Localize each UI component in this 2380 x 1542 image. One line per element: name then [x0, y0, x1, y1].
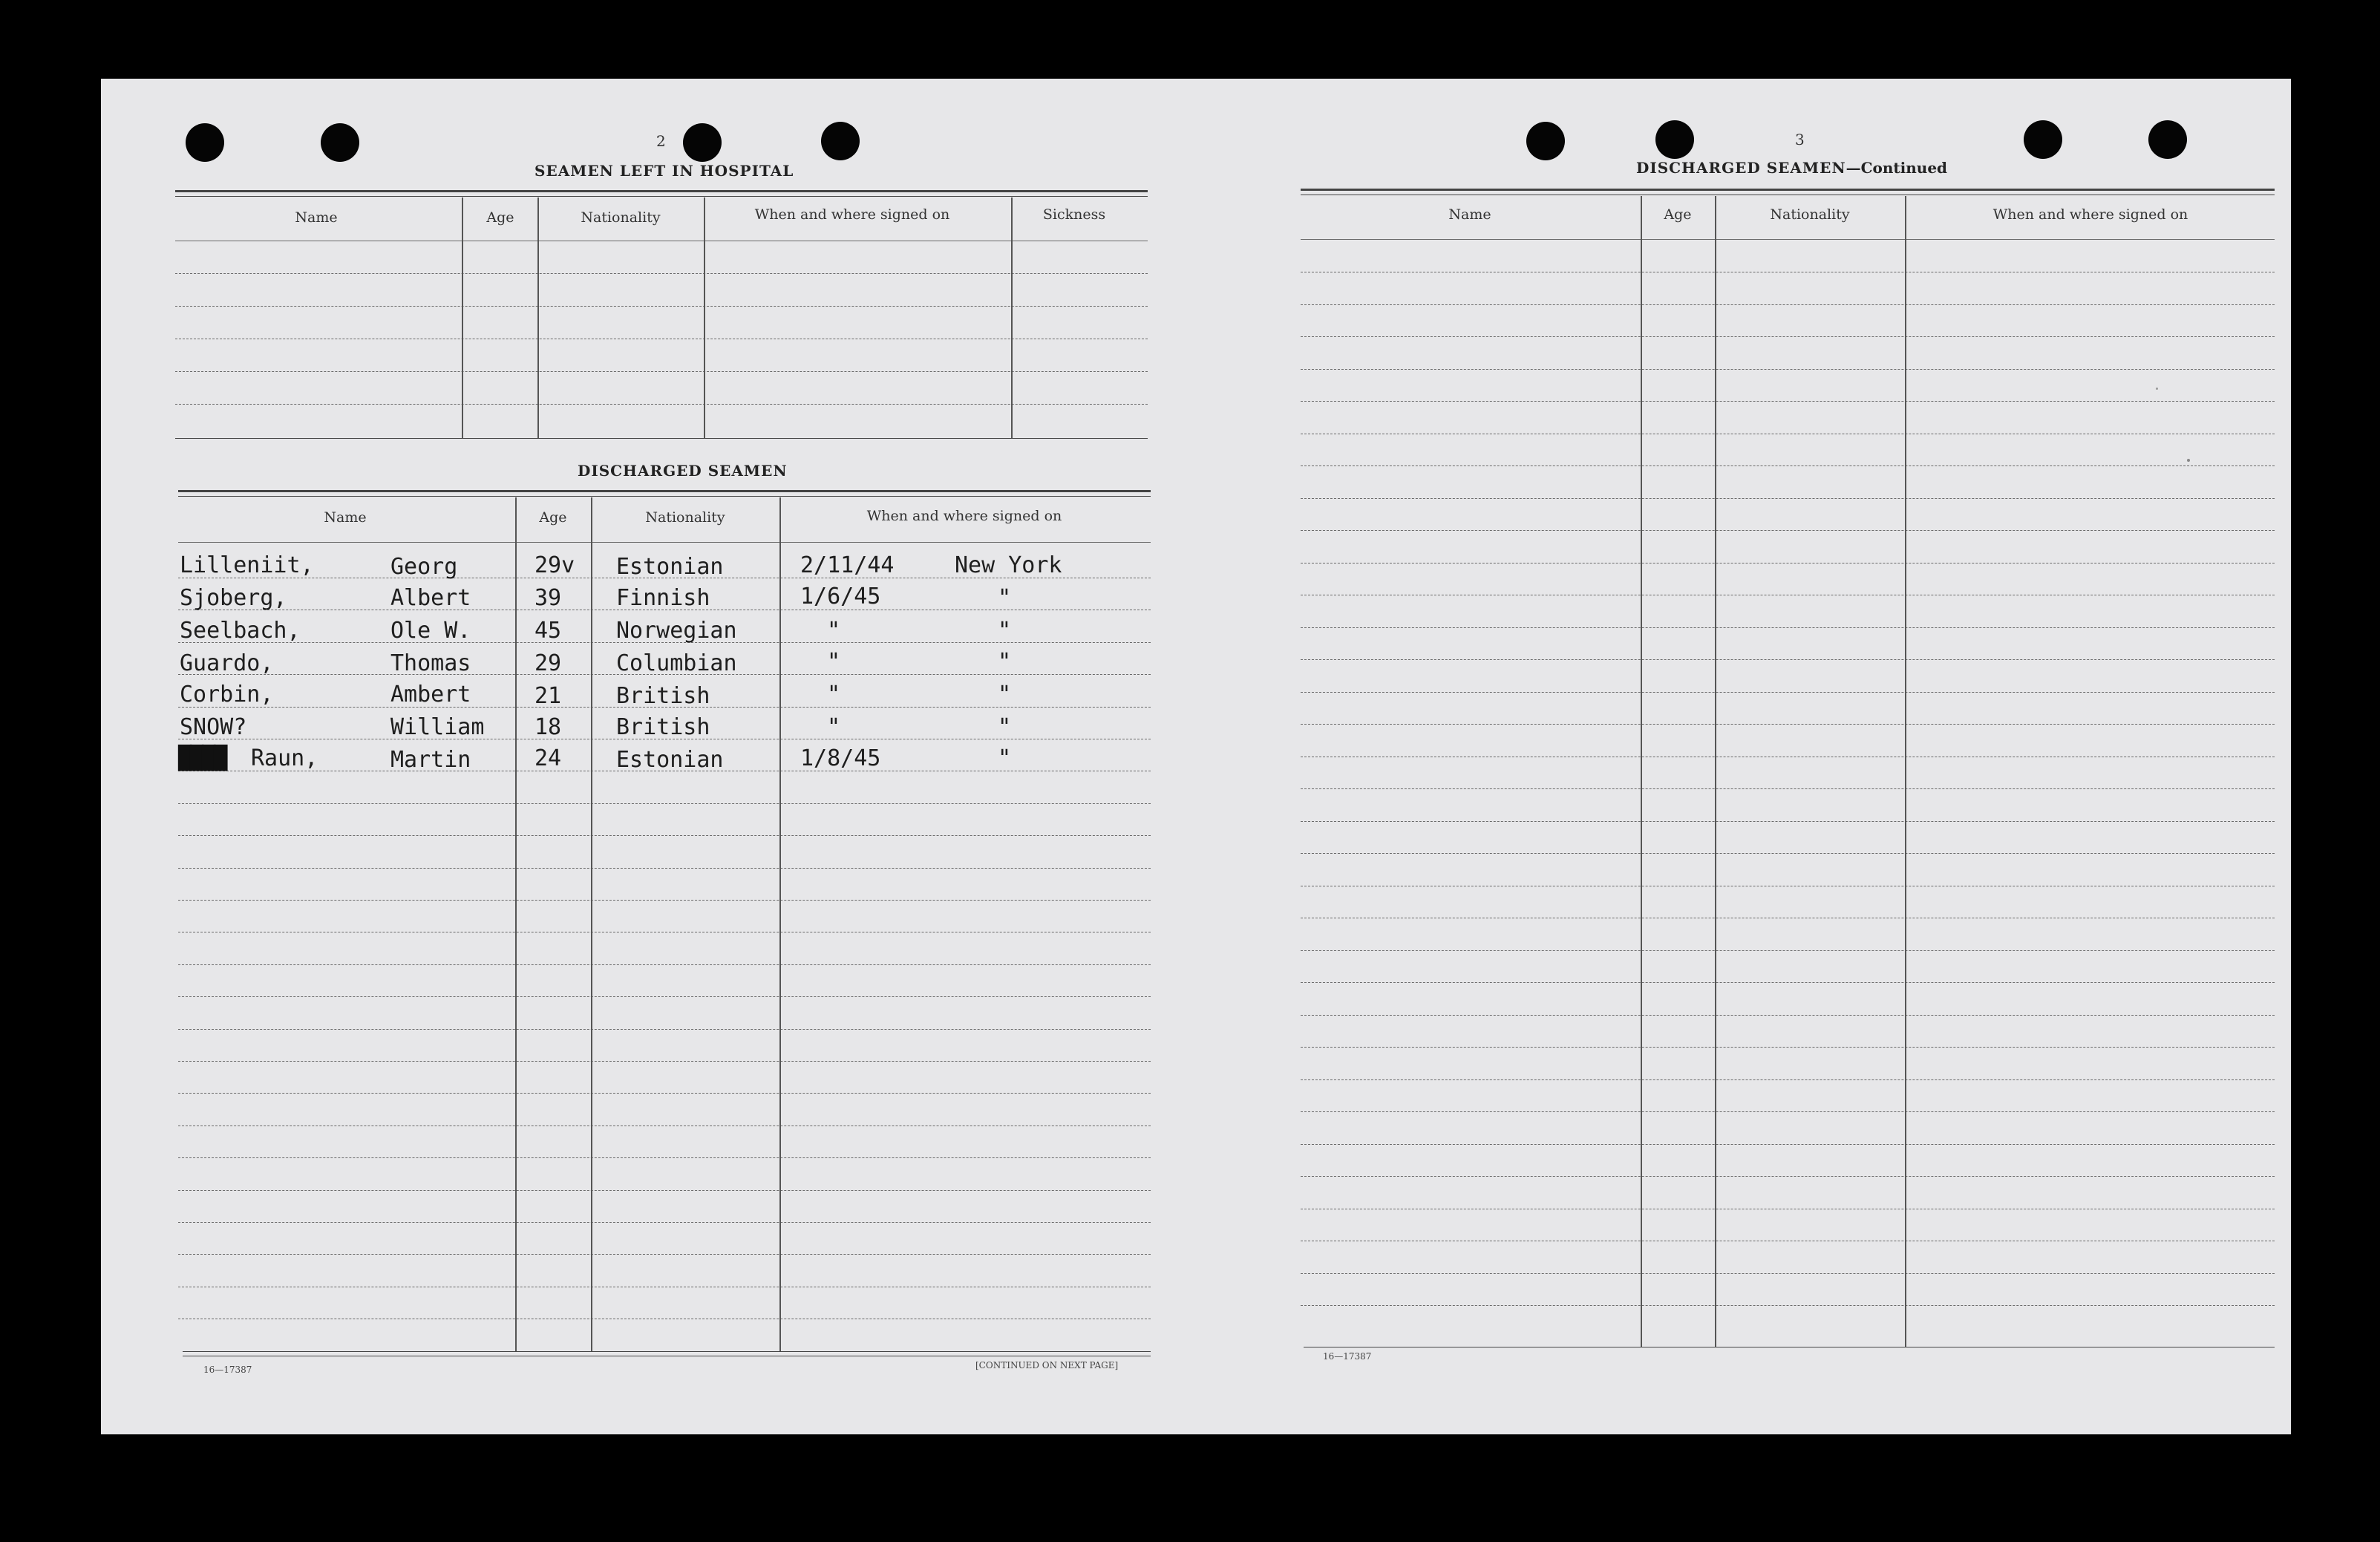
given-name-cell: William [390, 714, 485, 740]
hospital-header-sickness: Sickness [1042, 206, 1106, 223]
ruled-line [1301, 982, 2275, 983]
discharged-col-divider [515, 497, 517, 1351]
age-cell: 45 [534, 618, 562, 644]
ruled-line [1301, 1176, 2275, 1177]
hospital-row-line [175, 306, 1148, 307]
ruled-line [178, 996, 1151, 997]
nationality-cell: Estonian [616, 554, 724, 580]
discharged-top-rule-thin [178, 496, 1151, 497]
hospital-header-name: Name [295, 209, 338, 226]
nationality-cell: Finnish [616, 585, 710, 611]
right-col-divider [1715, 196, 1716, 1347]
given-name-cell: Thomas [390, 650, 471, 676]
discharged-continued-title-main: DISCHARGED SEAMEN [1636, 159, 1846, 177]
signed-on-date-cell: " [827, 618, 841, 644]
discharged-continued-title-suffix: —Continued [1846, 159, 1948, 177]
discharged-header-signed-on: When and where signed on [866, 508, 1062, 524]
signed-on-place-cell: " [998, 682, 1012, 708]
ruled-line [1301, 1144, 2275, 1145]
signed-on-place-cell: " [998, 745, 1012, 771]
age-cell: 24 [534, 745, 562, 771]
ruled-line [1301, 498, 2275, 499]
age-cell: 39 [534, 585, 562, 611]
ruled-line [178, 803, 1151, 804]
ruled-line [1301, 336, 2275, 337]
discharged-bottom-rule [183, 1351, 1151, 1352]
hospital-section-title: SEAMEN LEFT IN HOSPITAL [534, 162, 794, 180]
ruled-line [1301, 401, 2275, 402]
given-name-cell: Georg [390, 554, 458, 580]
surname-cell: Guardo, [180, 650, 274, 676]
form-number-right: 16—17387 [1323, 1351, 1372, 1362]
given-name-cell: Albert [390, 585, 471, 611]
ruled-line [1301, 1047, 2275, 1048]
signed-on-date-cell: 2/11/44 [800, 552, 895, 578]
paper-speck [2187, 459, 2190, 462]
ruled-line [1301, 950, 2275, 951]
given-name-cell: Martin [390, 747, 471, 773]
punch-hole [821, 122, 860, 160]
nationality-cell: Columbian [616, 650, 737, 676]
discharged-col-divider [779, 497, 781, 1351]
hospital-header-age: Age [486, 209, 514, 226]
hospital-bottom-rule [175, 438, 1148, 439]
hospital-col-divider [704, 197, 705, 438]
signed-on-place-cell: " [998, 585, 1012, 611]
punch-hole [186, 123, 224, 162]
signed-on-place-cell: " [998, 649, 1012, 675]
right-col-divider [1641, 196, 1642, 1347]
given-name-cell: Ole W. [390, 618, 471, 644]
age-cell: 21 [534, 683, 562, 709]
punch-hole [1526, 122, 1565, 160]
ruled-line [1301, 1079, 2275, 1080]
signed-on-place-cell: " [998, 618, 1012, 644]
discharged-continued-title [1636, 159, 1947, 177]
nationality-cell: Norwegian [616, 618, 737, 644]
hospital-header-nationality: Nationality [581, 209, 661, 226]
signed-on-date-cell: " [827, 682, 841, 708]
ruled-line [1301, 692, 2275, 693]
page-number-left: 2 [656, 132, 666, 150]
surname-cell: Lilleniit, [180, 552, 314, 578]
surname-cell: Raun, [251, 745, 318, 771]
ruled-line [1301, 724, 2275, 725]
ruled-line [1301, 1015, 2275, 1016]
signed-on-place-cell: New York [955, 552, 1062, 578]
discharged-col-divider [591, 497, 592, 1351]
hospital-col-divider [1011, 197, 1013, 438]
punch-hole [2148, 120, 2187, 159]
surname-cell: Sjoberg, [180, 585, 287, 611]
discharged-header-age: Age [539, 509, 567, 526]
paper-speck [2156, 388, 2158, 390]
discharged-header-nationality: Nationality [645, 509, 725, 526]
ruled-line [178, 1222, 1151, 1223]
surname-cell: Corbin, [180, 682, 274, 708]
form-number-left: 16—17387 [203, 1365, 252, 1375]
hospital-top-rule-thin [175, 196, 1148, 197]
punch-hole [321, 123, 359, 162]
ruled-line [1301, 369, 2275, 370]
ruled-line [178, 1029, 1151, 1030]
document-sheet [101, 79, 2291, 1434]
age-cell: 18 [534, 714, 562, 740]
ruled-line [178, 1157, 1151, 1158]
ruled-line [178, 1061, 1151, 1062]
signed-on-date-cell: 1/6/45 [800, 584, 881, 610]
signed-on-date-cell: 1/8/45 [800, 745, 881, 771]
ruled-line [178, 1254, 1151, 1255]
nationality-cell: British [616, 714, 710, 740]
right-col-divider [1905, 196, 1906, 1347]
right-header-age: Age [1664, 206, 1692, 223]
ruled-line [1301, 788, 2275, 789]
signed-on-date-cell: " [827, 649, 841, 675]
discharged-section-title: DISCHARGED SEAMEN [578, 462, 788, 480]
discharged-top-rule [178, 490, 1151, 492]
ruled-line [178, 900, 1151, 901]
surname-cell: SNOW? [180, 714, 247, 740]
right-header-rule [1301, 239, 2275, 240]
ruled-line [178, 1093, 1151, 1094]
hospital-header-signed-on: When and where signed on [754, 206, 950, 223]
punch-hole [2024, 120, 2062, 159]
hospital-top-rule [175, 190, 1148, 192]
hospital-col-divider [537, 197, 539, 438]
ruled-line [1301, 853, 2275, 854]
right-header-name: Name [1448, 206, 1491, 223]
ruled-line [178, 964, 1151, 965]
given-name-cell: Ambert [390, 682, 471, 708]
ruled-line [178, 1190, 1151, 1191]
surname-cell: Seelbach, [180, 618, 301, 644]
age-cell: 29 [534, 650, 562, 676]
ruled-line [1301, 465, 2275, 466]
hospital-row-line [175, 371, 1148, 372]
continued-note: [CONTINUED ON NEXT PAGE] [975, 1360, 1119, 1371]
punch-hole [683, 123, 722, 162]
ruled-line [1301, 1305, 2275, 1306]
discharged-header-rule [178, 542, 1151, 543]
nationality-cell: Estonian [616, 747, 724, 773]
right-header-signed-on: When and where signed on [1992, 206, 2188, 223]
ruled-line [1301, 821, 2275, 822]
nationality-cell: British [616, 683, 710, 709]
ruled-line [1301, 304, 2275, 305]
hospital-row-line [175, 404, 1148, 405]
right-header-nationality: Nationality [1770, 206, 1850, 223]
ruled-line [1301, 659, 2275, 660]
struck-out-text: ████ [178, 745, 226, 771]
ruled-line [1301, 627, 2275, 628]
age-cell: 29v [534, 552, 575, 578]
ruled-line [178, 835, 1151, 836]
signed-on-date-cell: " [827, 714, 841, 740]
ruled-line [1301, 1111, 2275, 1112]
discharged-header-name: Name [324, 509, 367, 526]
ruled-line [1301, 530, 2275, 531]
right-top-rule [1301, 189, 2275, 191]
punch-hole [1655, 120, 1694, 159]
signed-on-place-cell: " [998, 714, 1012, 740]
ruled-line [1301, 1273, 2275, 1274]
page-number-right: 3 [1795, 131, 1805, 148]
hospital-col-divider [462, 197, 463, 438]
hospital-row-line [175, 273, 1148, 274]
ruled-line [178, 868, 1151, 869]
